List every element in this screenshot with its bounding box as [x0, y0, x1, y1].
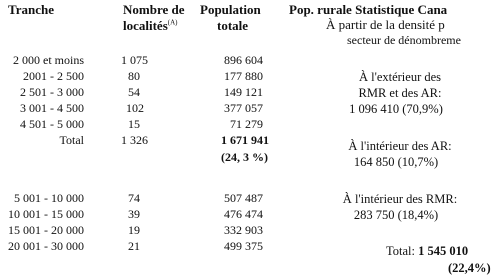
population-value: 377 057 — [224, 101, 263, 115]
rural-int-rmr-value: 283 750 (18,4%) — [353, 208, 439, 222]
population-value: 332 903 — [224, 223, 263, 237]
tranche-label: 15 001 - 20 000 — [8, 223, 84, 237]
population-value: 507 487 — [224, 191, 263, 205]
rural-total-percent: (22,4%) — [448, 261, 491, 275]
tranche-label: 2 000 et moins — [13, 53, 84, 67]
header-rural-line1: Pop. rurale Statistique Cana — [289, 2, 448, 17]
header-rural-line2: À partir de la densité p — [326, 17, 445, 32]
header-nombre-line1: Nombre de — [123, 2, 185, 17]
tranche-label: 4 501 - 5 000 — [20, 117, 84, 131]
header-population-line1: Population — [200, 2, 261, 17]
localites-value: 15 — [128, 117, 140, 131]
population-value: 499 375 — [224, 239, 263, 253]
header-nombre-line2: localités$^{(A)}$ — [123, 18, 178, 33]
localites-value: 80 — [128, 69, 140, 83]
population-value: 896 604 — [224, 53, 263, 67]
rural-int-ar-value: 164 850 (10,7%) — [353, 155, 439, 169]
rural-int-rmr-line1: À l'intérieur des RMR: — [342, 192, 458, 206]
total-percent: (24, 3 %) — [221, 150, 268, 164]
localites-value: 39 — [128, 207, 140, 221]
localites-value: 19 — [128, 223, 140, 237]
localites-value: 102 — [126, 101, 144, 115]
localites-value: 74 — [128, 191, 140, 205]
tranche-label: 5 001 - 10 000 — [14, 191, 84, 205]
tranche-label: 20 001 - 30 000 — [8, 239, 84, 253]
population-value: 177 880 — [224, 69, 263, 83]
population-value: 476 474 — [224, 207, 263, 221]
localites-value: 54 — [128, 85, 140, 99]
rural-ext-line1: À l'extérieur des — [358, 70, 442, 84]
tranche-label: 2001 - 2 500 — [23, 69, 84, 83]
rural-int-ar-line1: À l'intérieur des AR: — [348, 139, 452, 153]
rural-ext-line2: RMR et des AR: — [358, 86, 442, 100]
localites-value: 1 075 — [121, 53, 148, 67]
localites-value: 21 — [128, 239, 140, 253]
rural-total: Total: 1 545 010 — [386, 244, 469, 258]
tranche-label: 2 501 - 3 000 — [20, 85, 84, 99]
header-rural-line3: secteur de dénombreme — [347, 33, 461, 47]
tranche-label: 10 001 - 15 000 — [8, 207, 84, 221]
total-label: Total — [59, 133, 84, 147]
total-population: 1 671 941 — [221, 133, 269, 147]
population-value: 71 279 — [230, 117, 263, 131]
tranche-label: 3 001 - 4 500 — [20, 101, 84, 115]
population-value: 149 121 — [224, 85, 263, 99]
rural-ext-value: 1 096 410 (70,9%) — [349, 102, 443, 116]
header-population-line2: totale — [217, 18, 249, 33]
header-tranche: Tranche — [8, 2, 54, 17]
total-localites: 1 326 — [121, 133, 148, 147]
